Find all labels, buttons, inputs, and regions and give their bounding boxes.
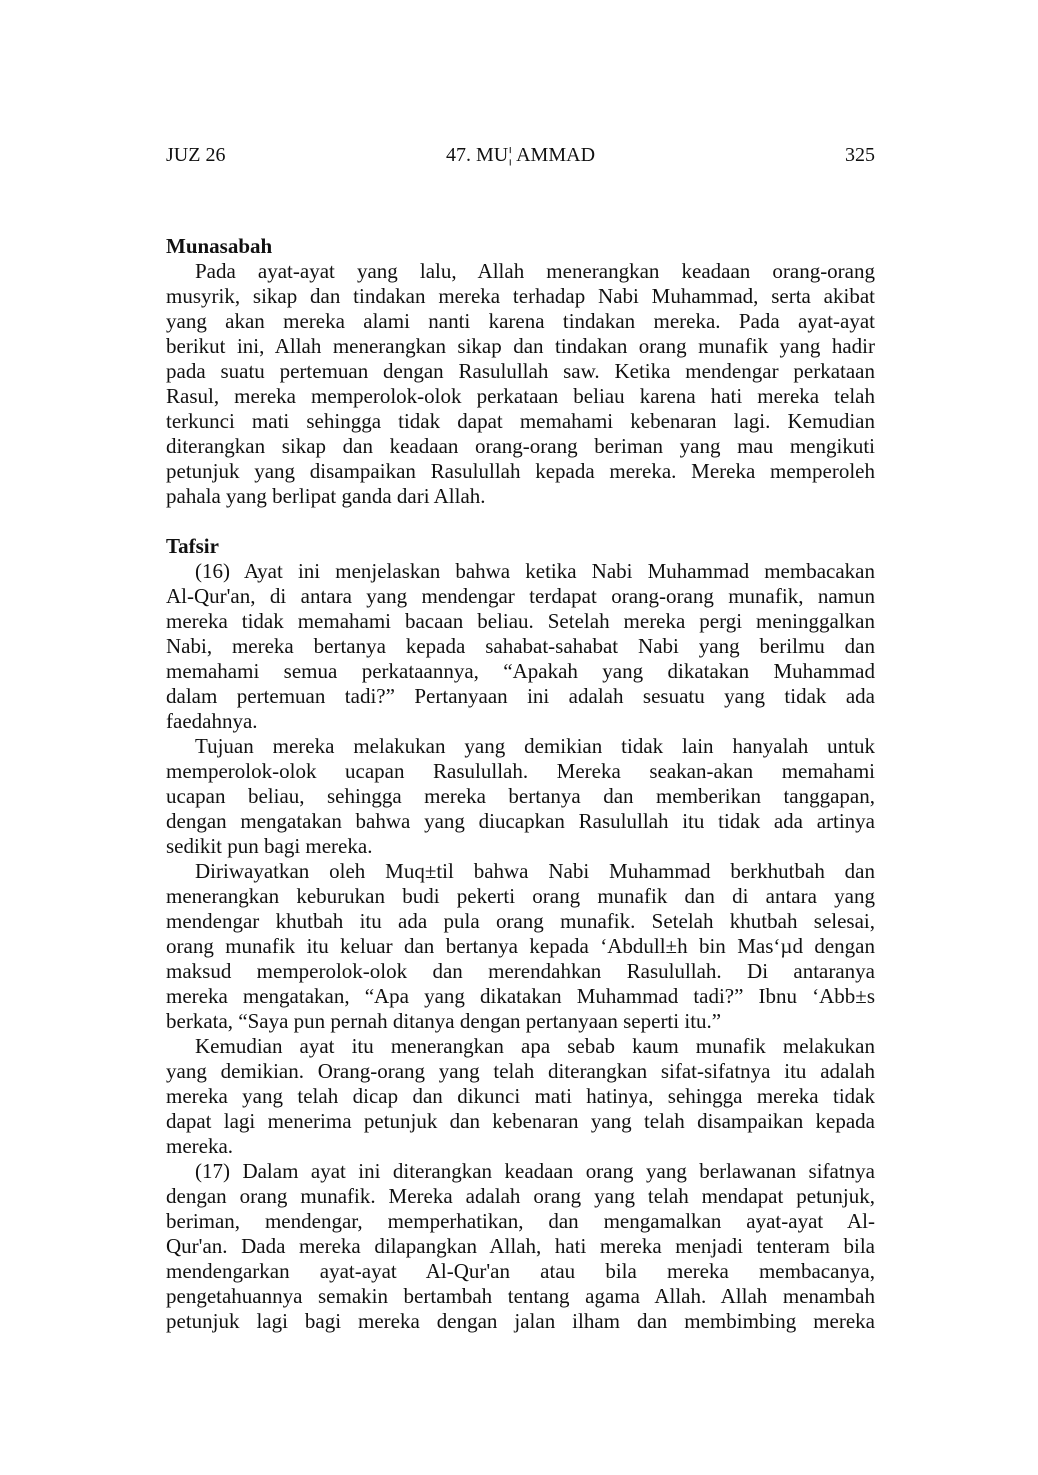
text-line: (17) Dalam ayat ini diterangkan keadaan orang yang berlawanan sifatnya: [195, 1159, 875, 1183]
paragraph: [166, 1034, 875, 1159]
text-line: dapat lagi menerima petunjuk dan kebenaran yang telah disampaikan kepada: [166, 1109, 875, 1133]
juz-label: JUZ 26: [166, 144, 226, 166]
paragraph: [166, 259, 875, 509]
text-line: Qur'an. Dada mereka dilapangkan Allah, hati mereka menjadi tenteram bila: [166, 1234, 875, 1258]
text-line: ucapan beliau, sehingga mereka bertanya dan memberikan tanggapan,: [166, 784, 875, 808]
text-line: faedahnya.: [166, 709, 258, 733]
text-line: yang demikian. Orang-orang yang telah diterangkan sifat-sifatnya itu adalah: [166, 1059, 875, 1083]
paragraph: [166, 734, 875, 859]
text-line: memahami semua perkataannya, “Apakah yang dikatakan Muhammad: [166, 659, 875, 683]
text-line: berikut ini, Allah menerangkan sikap dan tindakan orang munafik yang hadir: [166, 334, 875, 358]
paragraph: [166, 559, 875, 734]
text-line: pada suatu pertemuan dengan Rasulullah saw. Ketika mendengar perkataan: [166, 359, 875, 383]
text-line: mendengarkan ayat-ayat Al-Qur'an atau bila mereka membacanya,: [166, 1259, 875, 1283]
section-gap: [166, 509, 875, 534]
text-line: beriman, mendengar, memperhatikan, dan mengamalkan ayat-ayat Al-: [166, 1209, 875, 1233]
page-number: 325: [845, 144, 875, 166]
text-line: terkunci mati sehingga tidak dapat memahami kebenaran lagi. Kemudian: [166, 409, 875, 433]
text-line: maksud memperolok-olok dan merendahkan Rasulullah. Di antaranya: [166, 959, 875, 983]
text-line: mendengar khutbah itu ada pula orang munafik. Setelah khutbah selesai,: [166, 909, 875, 933]
page-header: [166, 144, 875, 172]
page-body: [166, 234, 875, 1334]
text-line: Diriwayatkan oleh Muq±til bahwa Nabi Muhammad berkhutbah dan: [195, 859, 875, 883]
text-line: mereka.: [166, 1134, 234, 1158]
text-line: menerangkan keburukan budi pekerti orang munafik dan di antara yang: [166, 884, 875, 908]
text-line: Al-Qur'an, di antara yang mendengar terdapat orang-orang munafik, namun: [166, 584, 875, 608]
text-line: diterangkan sikap dan keadaan orang-orang beriman yang mau mengikuti: [166, 434, 875, 458]
text-line: petunjuk lagi bagi mereka dengan jalan ilham dan membimbing mereka: [166, 1309, 875, 1333]
text-line: dengan mengatakan bahwa yang diucapkan Rasulullah itu tidak ada artinya: [166, 809, 875, 833]
text-line: Pada ayat-ayat yang lalu, Allah menerangkan keadaan orang-orang: [195, 259, 875, 283]
text-line: pengetahuannya semakin bertambah tentang agama Allah. Allah menambah: [166, 1284, 875, 1308]
text-line: (16) Ayat ini menjelaskan bahwa ketika Nabi Muhammad membacakan: [195, 559, 875, 583]
paragraph: [166, 859, 875, 1034]
text-line: Tujuan mereka melakukan yang demikian tidak lain hanyalah untuk: [195, 734, 875, 758]
section-heading: Tafsir: [166, 534, 219, 558]
text-line: musyrik, sikap dan tindakan mereka terhadap Nabi Muhammad, serta akibat: [166, 284, 875, 308]
surah-title: 47. MU¦ AMMAD: [445, 144, 596, 166]
text-line: dengan orang munafik. Mereka adalah orang yang telah mendapat petunjuk,: [166, 1184, 875, 1208]
text-line: petunjuk yang disampaikan Rasulullah kepada mereka. Mereka memperoleh: [166, 459, 875, 483]
text-line: berkata, “Saya pun pernah ditanya dengan pertanyaan seperti itu.”: [166, 1009, 722, 1033]
text-line: mereka tidak memahami bacaan beliau. Setelah mereka pergi meninggalkan: [166, 609, 875, 633]
section-heading: Munasabah: [166, 234, 273, 258]
text-line: Rasul, mereka memperolok-olok perkataan beliau karena hati mereka telah: [166, 384, 875, 408]
text-line: Kemudian ayat itu menerangkan apa sebab kaum munafik melakukan: [195, 1034, 875, 1058]
text-line: Nabi, mereka bertanya kepada sahabat-sahabat Nabi yang berilmu dan: [166, 634, 875, 658]
text-line: memperolok-olok ucapan Rasulullah. Mereka seakan-akan memahami: [166, 759, 875, 783]
text-line: mereka mengatakan, “Apa yang dikatakan Muhammad tadi?” Ibnu ‘Abb±s: [166, 984, 875, 1008]
text-line: dalam pertemuan tadi?” Pertanyaan ini adalah sesuatu yang tidak ada: [166, 684, 875, 708]
paragraph: [166, 1159, 875, 1334]
text-line: yang akan mereka alami nanti karena tindakan mereka. Pada ayat-ayat: [166, 309, 875, 333]
text-line: orang munafik itu keluar dan bertanya kepada ‘Abdull±h bin Mas‘µd dengan: [166, 934, 875, 958]
text-line: sedikit pun bagi mereka.: [166, 834, 373, 858]
text-line: mereka yang telah dicap dan dikunci mati hatinya, sehingga mereka tidak: [166, 1084, 875, 1108]
text-line: pahala yang berlipat ganda dari Allah.: [166, 484, 486, 508]
